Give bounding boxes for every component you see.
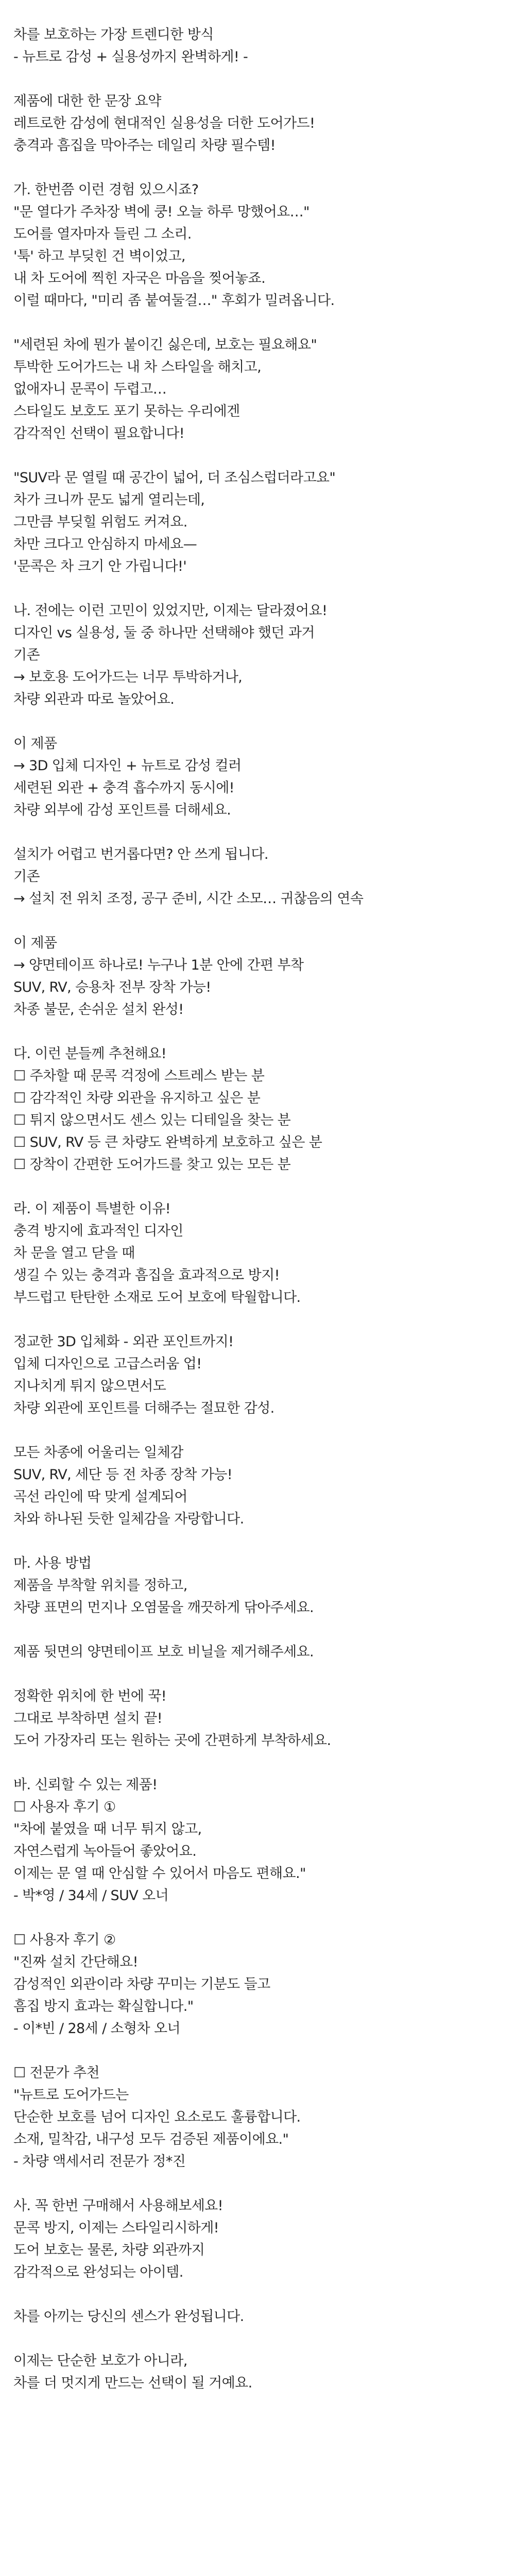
text-line: 차만 크다고 안심하지 마세요— — [13, 536, 197, 552]
text-line: 기존 — [13, 647, 40, 663]
text-line: 감각적으로 완성되는 아이템. — [13, 2264, 183, 2280]
text-line: 라. 이 제품이 특별한 이유! — [13, 1201, 170, 1217]
paragraph — [13, 24, 515, 68]
text-line: → 양면테이프 하나로! 누구나 1분 안에 간편 부착 — [13, 957, 304, 973]
text-line: 문콕 방지, 이제는 스타일리시하게! — [13, 2220, 219, 2236]
text-line: 흠집 방지 효과는 확실합니다." — [13, 1998, 194, 2014]
text-line: 소재, 밀착감, 내구성 모두 검증된 제품이에요." — [13, 2131, 289, 2147]
text-line: 이럴 때마다, "미리 좀 붙여둘걸…" 후회가 밀려옵니다. — [13, 293, 335, 309]
text-line: 충격 방지에 효과적인 디자인 — [13, 1223, 183, 1239]
paragraph — [13, 932, 515, 1021]
text-line: 부드럽고 탄탄한 소재로 도어 보호에 탁월합니다. — [13, 1290, 301, 1306]
paragraph — [13, 2306, 515, 2328]
text-line: ☐ 주차할 때 문콕 걱정에 스트레스 받는 분 — [13, 1068, 265, 1084]
text-line: 차량 외관에 포인트를 더해주는 절묘한 감성. — [13, 1400, 274, 1416]
paragraph — [13, 179, 515, 312]
text-line: ☐ 감각적인 차량 외관을 유지하고 싶은 분 — [13, 1090, 261, 1106]
paragraph — [13, 1442, 515, 1530]
paragraph — [13, 1198, 515, 1309]
text-line: 없애자니 문콕이 두렵고… — [13, 381, 167, 397]
text-line: ☐ 전문가 추천 — [13, 2065, 99, 2081]
text-line: 모든 차종에 어울리는 일체감 — [13, 1445, 183, 1461]
text-line: 디자인 vs 실용성, 둘 중 하나만 선택해야 했던 과거 — [13, 625, 315, 641]
text-line: - 차량 액세서리 전문가 정*진 — [13, 2154, 186, 2170]
text-line: 감각적인 선택이 필요합니다! — [13, 426, 184, 442]
text-line: 세련된 외관 + 충격 흡수까지 동시에! — [13, 780, 234, 796]
text-line: "문 열다가 주차장 벽에 쿵! 오늘 하루 망했어요…" — [13, 204, 310, 220]
text-line: '툭' 하고 부딪힌 건 벽이었고, — [13, 248, 185, 264]
text-line: - 박*영 / 34세 / SUV 오너 — [13, 1888, 169, 1904]
paragraph — [13, 467, 515, 578]
paragraph — [13, 1641, 515, 1663]
text-line: 투박한 도어가드는 내 차 스타일을 해치고, — [13, 359, 262, 375]
paragraph — [13, 600, 515, 710]
paragraph — [13, 90, 515, 157]
text-line: "뉴트로 도어가드는 — [13, 2087, 129, 2103]
text-line: SUV, RV, 세단 등 전 차종 장착 가능! — [13, 1467, 233, 1483]
text-line: 자연스럽게 녹아들어 좋았어요. — [13, 1843, 197, 1859]
paragraph — [13, 2062, 515, 2173]
text-line: "차에 붙였을 때 너무 튀지 않고, — [13, 1821, 202, 1837]
text-line: → 보호용 도어가드는 너무 투박하거나, — [13, 669, 243, 685]
text-line: 이 제품 — [13, 935, 57, 951]
paragraph — [13, 1043, 515, 1176]
text-line: 제품에 대한 한 문장 요약 — [13, 93, 161, 109]
paragraph — [13, 1774, 515, 1907]
text-line: 차량 표면의 먼지나 오염물을 깨끗하게 닦아주세요. — [13, 1600, 314, 1616]
text-line: 그대로 부착하면 설치 끝! — [13, 1710, 162, 1726]
text-line: 설치가 어렵고 번거롭다면? 안 쓰게 됩니다. — [13, 846, 268, 862]
text-line: 정교한 3D 입체화 - 외관 포인트까지! — [13, 1334, 234, 1350]
paragraph — [13, 1929, 515, 2040]
text-line: 차가 크니까 문도 넓게 열리는데, — [13, 492, 205, 508]
text-line: 지나치게 튀지 않으면서도 — [13, 1378, 166, 1394]
text-line: 차량 외부에 감성 포인트를 더해세요. — [13, 802, 231, 818]
text-line: 레트로한 감성에 현대적인 실용성을 더한 도어가드! — [13, 115, 315, 131]
text-line: 마. 사용 방법 — [13, 1555, 92, 1571]
text-line: 사. 꼭 한번 구매해서 사용해보세요! — [13, 2198, 223, 2214]
text-line: 도어 가장자리 또는 원하는 곳에 간편하게 부착하세요. — [13, 1733, 331, 1749]
text-line: 생길 수 있는 충격과 흠집을 효과적으로 방지! — [13, 1267, 280, 1283]
text-line: 도어 보호는 물론, 차량 외관까지 — [13, 2242, 205, 2258]
text-line: 차를 더 멋지게 만드는 선택이 될 거예요. — [13, 2375, 252, 2391]
paragraph — [13, 2350, 515, 2394]
text-line: ☐ SUV, RV 등 큰 차량도 완벽하게 보호하고 싶은 분 — [13, 1134, 322, 1150]
text-line: 단순한 보호를 넘어 디자인 요소로도 훌륭합니다. — [13, 2109, 301, 2125]
text-line: 다. 이런 분들께 추천해요! — [13, 1046, 166, 1062]
paragraph — [13, 1552, 515, 1619]
text-line: 차와 하나된 듯한 일체감을 자랑합니다. — [13, 1511, 244, 1527]
paragraph — [13, 2195, 515, 2283]
text-line: 스타일도 보호도 포기 못하는 우리에겐 — [13, 403, 240, 419]
paragraph — [13, 334, 515, 445]
paragraph — [13, 1685, 515, 1752]
text-line: 도어를 열자마자 들린 그 소리. — [13, 226, 192, 242]
text-line: → 3D 입체 디자인 + 뉴트로 감성 컬러 — [13, 758, 242, 774]
text-line: 차종 불문, 손쉬운 설치 완성! — [13, 1002, 184, 1018]
text-line: '문콕은 차 크기 안 가립니다!' — [13, 558, 187, 574]
text-line: 이제는 단순한 보호가 아니라, — [13, 2353, 187, 2369]
text-line: 그만큼 부딪힐 위험도 커져요. — [13, 514, 187, 530]
text-line: ☐ 사용자 후기 ② — [13, 1932, 116, 1948]
paragraph — [13, 1331, 515, 1419]
text-line: 곡선 라인에 딱 맞게 설계되어 — [13, 1489, 187, 1505]
text-line: 이 제품 — [13, 736, 57, 752]
text-line: - 이*빈 / 28세 / 소형차 오너 — [13, 2021, 180, 2037]
text-line: 나. 전에는 이런 고민이 있었지만, 이제는 달라졌어요! — [13, 603, 328, 619]
text-line: 입체 디자인으로 고급스러움 업! — [13, 1356, 202, 1372]
text-line: 가. 한번쯤 이런 경험 있으시죠? — [13, 182, 199, 198]
text-line: 이제는 문 열 때 안심할 수 있어서 마음도 편해요." — [13, 1866, 306, 1882]
text-line: - 뉴트로 감성 + 실용성까지 완벽하게! - — [13, 49, 248, 65]
text-line: 제품을 부착할 위치를 정하고, — [13, 1578, 187, 1594]
text-line: → 설치 전 위치 조정, 공구 준비, 시간 소모… 귀찮음의 연속 — [13, 891, 364, 907]
text-line: 차량 외관과 따로 놀았어요. — [13, 691, 175, 707]
text-line: ☐ 장착이 간편한 도어가드를 찾고 있는 모든 분 — [13, 1157, 291, 1173]
text-line: "SUV라 문 열릴 때 공간이 넓어, 더 조심스럽더라고요" — [13, 470, 336, 486]
text-line: 충격과 흠집을 막아주는 데일리 차량 필수템! — [13, 138, 276, 154]
text-line: 바. 신뢰할 수 있는 제품! — [13, 1777, 158, 1793]
text-line: ☐ 튀지 않으면서도 센스 있는 디테일을 찾는 분 — [13, 1112, 291, 1128]
text-line: 차를 보호하는 가장 트렌디한 방식 — [13, 27, 214, 43]
text-line: 차 문을 열고 닫을 때 — [13, 1245, 135, 1261]
paragraph — [13, 733, 515, 821]
text-line: "세련된 차에 뭔가 붙이긴 싫은데, 보호는 필요해요" — [13, 337, 317, 353]
text-line: SUV, RV, 승용차 전부 장착 가능! — [13, 979, 211, 995]
text-line: 정확한 위치에 한 번에 꾹! — [13, 1688, 166, 1704]
text-line: ☐ 사용자 후기 ① — [13, 1799, 116, 1815]
paragraph — [13, 843, 515, 910]
text-line: 감성적인 외관이라 차량 꾸미는 기분도 들고 — [13, 1976, 270, 1992]
text-line: 제품 뒷면의 양면테이프 보호 비닐을 제거해주세요. — [13, 1644, 314, 1660]
text-line: 기존 — [13, 869, 40, 885]
text-line: 내 차 도어에 찍힌 자국은 마음을 찢어놓죠. — [13, 270, 266, 286]
text-line: 차를 아끼는 당신의 센스가 완성됩니다. — [13, 2309, 244, 2325]
text-line: "진짜 설치 간단해요! — [13, 1954, 138, 1970]
